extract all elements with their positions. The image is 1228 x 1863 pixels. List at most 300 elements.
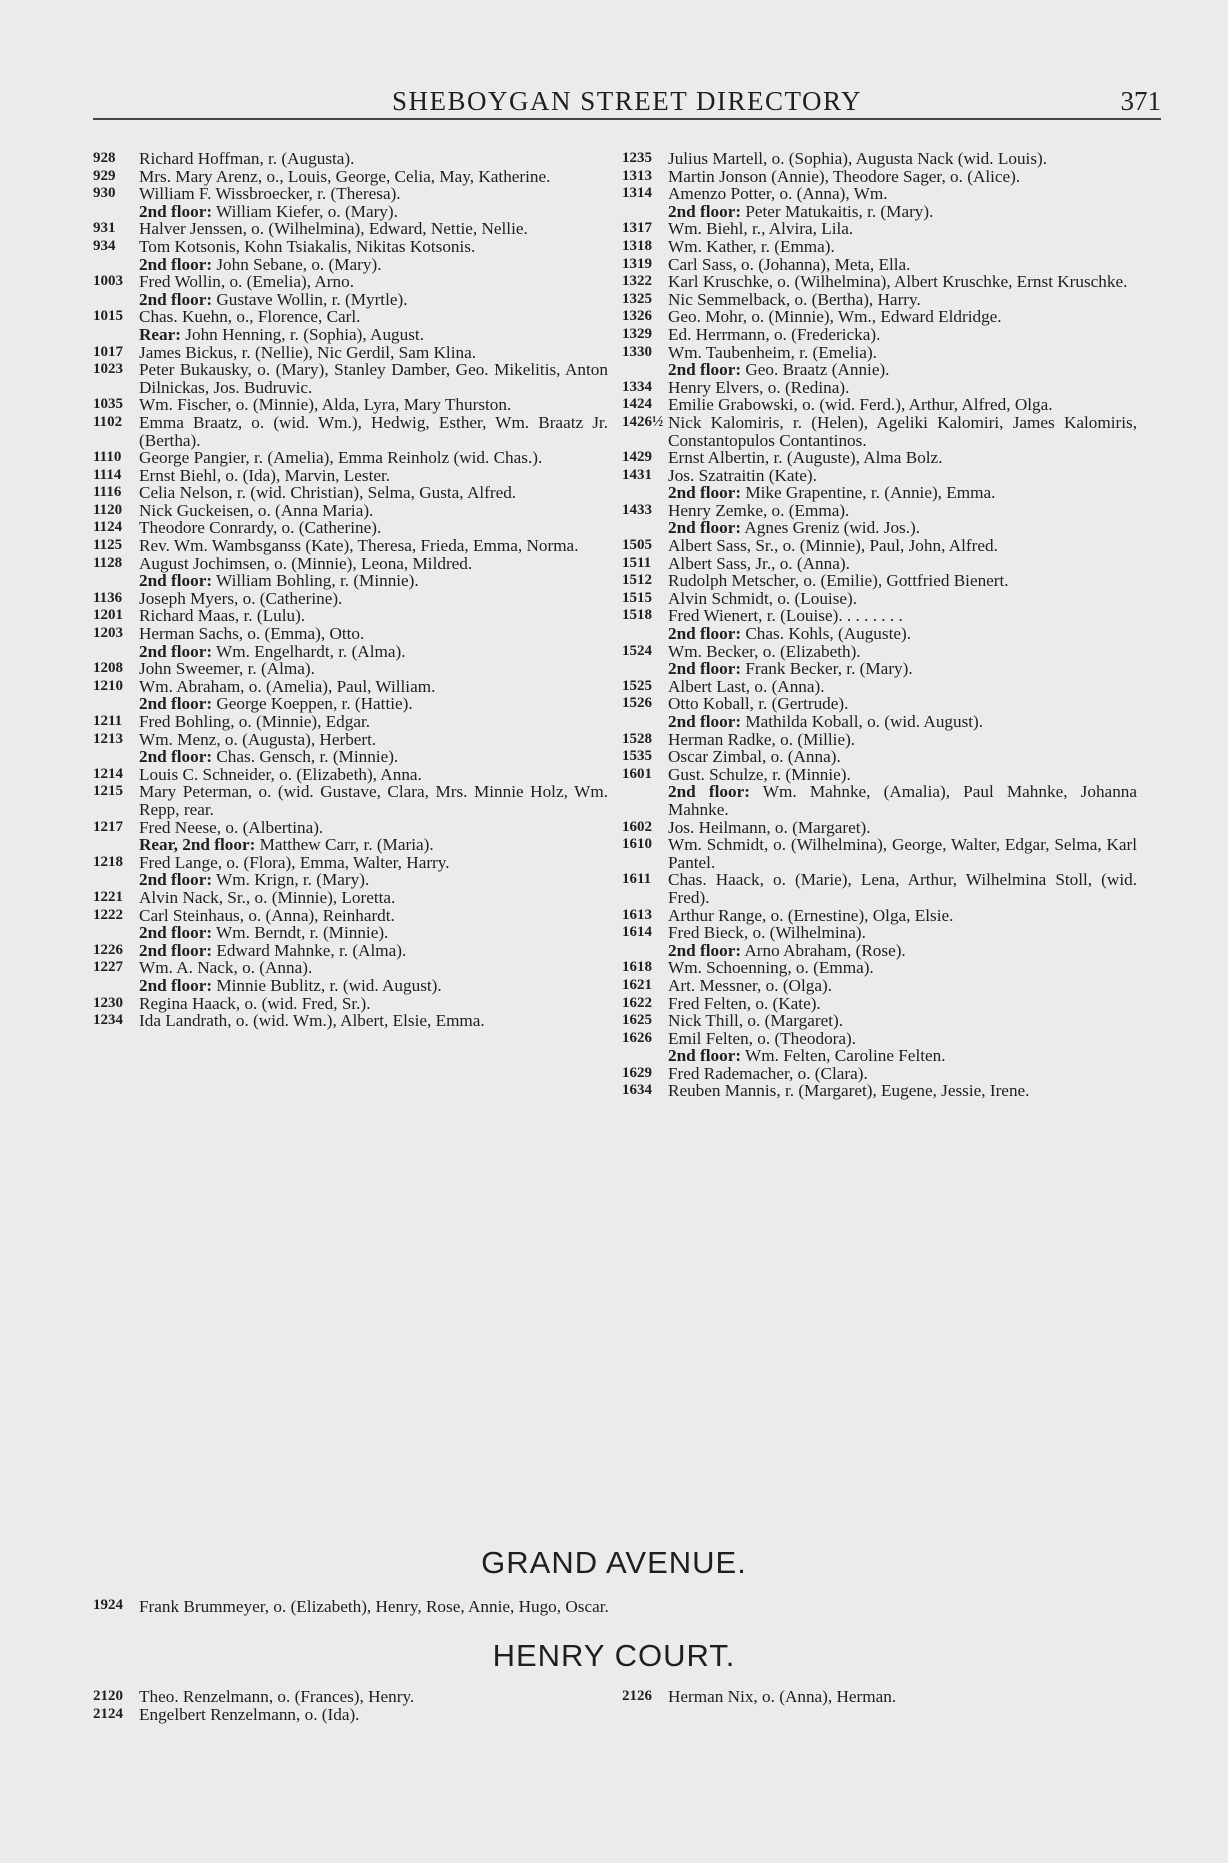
house-number: 1626 xyxy=(622,1029,652,1046)
directory-entry xyxy=(93,273,608,291)
resident-text xyxy=(139,625,608,643)
resident-names: John Henning, r. (Sophia), August. xyxy=(181,324,425,344)
resident-text xyxy=(668,766,1137,784)
resident-names: Nick Thill, o. (Margaret). xyxy=(668,1011,844,1031)
resident-names: Rev. Wm. Wambsganss (Kate), Theresa, Frieda, Emma, Norma. xyxy=(139,536,579,556)
resident-names: Wm. A. Nack, o. (Anna). xyxy=(139,958,313,978)
directory-entry xyxy=(622,203,1137,221)
directory-entry xyxy=(622,1688,1137,1706)
house-number xyxy=(622,660,668,678)
directory-entry xyxy=(622,361,1137,379)
resident-text xyxy=(668,1065,1137,1083)
resident-names: George Pangier, r. (Amelia), Emma Reinholz (wid. Chas.). xyxy=(139,448,543,468)
house-number: 928 xyxy=(93,150,116,166)
resident-text xyxy=(668,256,1137,274)
house-number: 1525 xyxy=(622,677,652,694)
house-number xyxy=(93,871,139,889)
resident-text xyxy=(668,748,1137,766)
resident-text xyxy=(668,959,1137,977)
house-number: 1602 xyxy=(622,818,652,835)
resident-names: August Jochimsen, o. (Minnie), Leona, Mildred. xyxy=(139,553,473,573)
resident-text xyxy=(139,238,608,256)
directory-entry xyxy=(622,819,1137,837)
resident-names: Gustave Wollin, r. (Myrtle). xyxy=(212,289,408,309)
resident-names: John Sebane, o. (Mary). xyxy=(212,254,382,274)
house-number: 1201 xyxy=(93,607,123,624)
house-number: 1431 xyxy=(622,466,652,483)
resident-names: Matthew Carr, r. (Maria). xyxy=(255,835,434,855)
house-number: 1035 xyxy=(93,396,123,413)
resident-text xyxy=(668,185,1137,203)
directory-entry xyxy=(93,889,608,907)
resident-names: Herman Radke, o. (Millie). xyxy=(668,729,856,749)
house-number: 1235 xyxy=(622,150,652,166)
resident-text xyxy=(668,836,1137,871)
directory-entry xyxy=(93,836,608,854)
resident-names: Henry Elvers, o. (Redina). xyxy=(668,377,850,397)
resident-text xyxy=(668,695,1137,713)
resident-text xyxy=(668,607,1137,625)
resident-names: Regina Haack, o. (wid. Fred, Sr.). xyxy=(139,993,371,1013)
resident-names: Martin Jonson (Annie), Theodore Sager, o. (Alice). xyxy=(668,166,1021,186)
resident-text xyxy=(139,344,608,362)
resident-names: Fred Lange, o. (Flora), Emma, Walter, Harry. xyxy=(139,852,450,872)
resident-names: Albert Sass, Sr., o. (Minnie), Paul, John, Alfred. xyxy=(668,536,998,556)
house-number: 1317 xyxy=(622,220,652,237)
resident-text xyxy=(668,1012,1137,1030)
resident-names: Chas. Gensch, r. (Minnie). xyxy=(212,747,399,767)
resident-names: Wm. Becker, o. (Elizabeth). xyxy=(668,641,861,661)
directory-entry xyxy=(93,590,608,608)
resident-names: Fred Bohling, o. (Minnie), Edgar. xyxy=(139,712,371,731)
house-number: 1325 xyxy=(622,290,652,307)
directory-entry xyxy=(622,660,1137,678)
house-number: 2124 xyxy=(93,1705,123,1722)
floor-label: 2nd floor: xyxy=(668,483,742,503)
directory-entry xyxy=(622,1012,1137,1030)
page-title: SHEBOYGAN STREET DIRECTORY xyxy=(391,86,863,116)
resident-names: Mike Grapentine, r. (Annie), Emma. xyxy=(741,483,996,503)
house-number: 1326 xyxy=(622,308,652,325)
resident-text xyxy=(668,203,1137,221)
directory-entry xyxy=(622,326,1137,344)
resident-names: Tom Kotsonis, Kohn Tsiakalis, Nikitas Kotsonis. xyxy=(139,236,476,256)
resident-names: Ernst Biehl, o. (Ida), Marvin, Lester. xyxy=(139,465,391,485)
resident-names: Herman Sachs, o. (Emma), Otto. xyxy=(139,624,365,644)
house-number xyxy=(93,572,139,590)
house-number xyxy=(622,942,668,960)
resident-text xyxy=(139,1012,608,1030)
resident-text xyxy=(139,150,608,168)
directory-entry xyxy=(93,1012,608,1030)
house-number: 930 xyxy=(93,185,116,202)
resident-names: Theo. Renzelmann, o. (Frances), Henry. xyxy=(139,1687,415,1706)
house-number xyxy=(622,519,668,537)
resident-names: Peter Matukaitis, r. (Mary). xyxy=(741,201,934,221)
directory-entry xyxy=(622,379,1137,397)
house-number: 1136 xyxy=(93,589,123,606)
directory-entry xyxy=(622,502,1137,520)
directory-entry xyxy=(93,819,608,837)
resident-text xyxy=(668,308,1137,326)
house-number: 1227 xyxy=(93,959,123,976)
house-number: 1114 xyxy=(93,466,122,483)
resident-names: Fred Bieck, o. (Wilhelmina). xyxy=(668,923,866,943)
resident-text xyxy=(668,678,1137,696)
resident-text xyxy=(668,819,1137,837)
resident-text xyxy=(668,361,1137,379)
house-number: 1330 xyxy=(622,343,652,360)
resident-text xyxy=(668,273,1137,291)
directory-entry xyxy=(622,396,1137,414)
henry-court-right-entries xyxy=(622,1688,1137,1706)
directory-entry xyxy=(622,731,1137,749)
resident-text xyxy=(139,502,608,520)
resident-text xyxy=(139,519,608,537)
directory-entry xyxy=(93,854,608,872)
house-number: 1535 xyxy=(622,748,652,765)
resident-names: Ed. Herrmann, o. (Fredericka). xyxy=(668,324,881,344)
resident-names: Alvin Nack, Sr., o. (Minnie), Loretta. xyxy=(139,887,396,907)
resident-names: Wm. Biehl, r., Alvira, Lila. xyxy=(668,219,854,239)
house-number: 1313 xyxy=(622,167,652,184)
resident-text xyxy=(139,678,608,696)
directory-entry xyxy=(622,836,1137,871)
resident-text xyxy=(668,625,1137,643)
house-number: 1322 xyxy=(622,273,652,290)
house-number: 1625 xyxy=(622,1012,652,1029)
henry-court-heading: HENRY COURT. xyxy=(492,1638,736,1673)
resident-names: William F. Wissbroecker, r. (Theresa). xyxy=(139,184,401,204)
resident-text xyxy=(668,783,1137,818)
page-header xyxy=(93,82,1161,120)
resident-names: Albert Last, o. (Anna). xyxy=(668,676,825,696)
resident-text xyxy=(668,150,1137,168)
resident-text xyxy=(139,537,608,555)
resident-names: James Bickus, r. (Nellie), Nic Gerdil, Sam Klina. xyxy=(139,342,476,362)
directory-entry xyxy=(93,731,608,749)
house-number: 1124 xyxy=(93,519,123,536)
house-number: 1515 xyxy=(622,589,652,606)
resident-text xyxy=(139,643,608,661)
resident-text xyxy=(668,484,1137,502)
directory-entry xyxy=(93,625,608,643)
resident-names: Wm. Abraham, o. (Amelia), Paul, William. xyxy=(139,676,436,696)
resident-text xyxy=(668,572,1137,590)
house-number: 1213 xyxy=(93,730,123,747)
resident-names: Julius Martell, o. (Sophia), Augusta Nack (wid. Louis). xyxy=(668,149,1048,168)
resident-names: Fred Rademacher, o. (Clara). xyxy=(668,1063,868,1083)
directory-entry xyxy=(622,185,1137,203)
directory-entry xyxy=(622,995,1137,1013)
directory-entry xyxy=(622,467,1137,485)
resident-names: Mary Peterman, o. (wid. Gustave, Clara, Mrs. Minnie Holz, Wm. Repp, rear. xyxy=(139,782,608,819)
resident-names: John Sweemer, r. (Alma). xyxy=(139,659,315,679)
directory-entry xyxy=(622,907,1137,925)
resident-text xyxy=(668,396,1137,414)
directory-entry xyxy=(93,185,608,203)
resident-names: Frank Brummeyer, o. (Elizabeth), Henry, Rose, Annie, Hugo, Oscar. xyxy=(139,1597,609,1616)
grand-avenue-entries xyxy=(93,1597,1161,1617)
resident-text xyxy=(668,449,1137,467)
resident-names: Emilie Grabowski, o. (wid. Ferd.), Arthur, Alfred, Olga. xyxy=(668,395,1053,415)
floor-label: 2nd floor: xyxy=(668,1046,742,1066)
resident-text xyxy=(668,1047,1137,1065)
resident-text xyxy=(668,467,1137,485)
resident-names: Carl Sass, o. (Johanna), Meta, Ella. xyxy=(668,254,911,274)
directory-entry xyxy=(622,871,1137,906)
resident-names: Wm. Kather, r. (Emma). xyxy=(668,236,835,256)
resident-text xyxy=(668,713,1137,731)
directory-entry xyxy=(93,959,608,977)
house-number: 1512 xyxy=(622,572,652,589)
directory-entry xyxy=(93,220,608,238)
directory-entry xyxy=(93,484,608,502)
resident-names: Amenzo Potter, o. (Anna), Wm. xyxy=(668,184,888,204)
resident-names: Wm. Schoenning, o. (Emma). xyxy=(668,958,874,978)
resident-names: Karl Kruschke, o. (Wilhelmina), Albert Kruschke, Ernst Kruschke. xyxy=(668,272,1128,292)
directory-entry xyxy=(622,1082,1137,1100)
resident-names: Alvin Schmidt, o. (Louise). xyxy=(668,588,858,608)
directory-entry xyxy=(93,1597,1161,1617)
resident-text xyxy=(139,748,608,766)
house-number: 1424 xyxy=(622,396,652,413)
floor-label: 2nd floor: xyxy=(139,940,213,960)
resident-names: Richard Hoffman, r. (Augusta). xyxy=(139,149,355,168)
directory-entry xyxy=(93,150,608,168)
resident-text xyxy=(139,326,608,344)
resident-text xyxy=(668,942,1137,960)
house-number: 1433 xyxy=(622,501,652,518)
resident-text xyxy=(139,695,608,713)
directory-entry xyxy=(622,291,1137,309)
resident-text xyxy=(139,907,608,925)
resident-text xyxy=(139,942,608,960)
right-column xyxy=(622,150,1137,1100)
resident-text xyxy=(139,168,608,186)
resident-text xyxy=(668,871,1137,906)
resident-names: Wm. Mahnke, (Amalia), Paul Mahnke, Johanna Mahnke. xyxy=(668,782,1138,819)
house-number: 931 xyxy=(93,220,116,237)
house-number: 1234 xyxy=(93,1012,123,1029)
resident-text xyxy=(139,713,608,731)
directory-entry xyxy=(622,537,1137,555)
resident-text xyxy=(139,1706,608,1724)
resident-names: Jos. Heilmann, o. (Margaret). xyxy=(668,817,871,837)
directory-entry xyxy=(622,572,1137,590)
floor-label: 2nd floor: xyxy=(139,923,213,943)
resident-names: Wm. Taubenheim, r. (Emelia). xyxy=(668,342,877,362)
house-number: 1210 xyxy=(93,677,123,694)
house-number: 1518 xyxy=(622,607,652,624)
resident-names: Carl Steinhaus, o. (Anna), Reinhardt. xyxy=(139,905,395,925)
directory-entry xyxy=(93,396,608,414)
house-number xyxy=(93,748,139,766)
house-number: 1125 xyxy=(93,537,123,554)
resident-text xyxy=(139,396,608,414)
resident-text xyxy=(668,414,1137,449)
house-number: 1230 xyxy=(93,994,123,1011)
henry-court-left-entries xyxy=(93,1688,608,1723)
house-number: 2120 xyxy=(93,1688,123,1704)
resident-text xyxy=(139,256,608,274)
resident-text xyxy=(668,1688,1137,1706)
directory-entry xyxy=(622,150,1137,168)
house-number xyxy=(93,695,139,713)
resident-text xyxy=(668,220,1137,238)
resident-text xyxy=(668,238,1137,256)
directory-entry xyxy=(93,643,608,661)
house-number: 1329 xyxy=(622,325,652,342)
house-number: 1120 xyxy=(93,501,123,518)
directory-entry xyxy=(93,256,608,274)
resident-names: Arno Abraham, (Rose). xyxy=(741,940,906,960)
directory-entry xyxy=(93,572,608,590)
house-number xyxy=(93,977,139,995)
resident-text xyxy=(668,379,1137,397)
resident-text xyxy=(668,731,1137,749)
resident-text xyxy=(668,590,1137,608)
directory-entry xyxy=(93,977,608,995)
resident-names: Wm. Fischer, o. (Minnie), Alda, Lyra, Mary Thurston. xyxy=(139,395,512,415)
resident-names: Fred Wienert, r. (Louise). . . . . . . . xyxy=(668,606,903,626)
house-number xyxy=(622,625,668,643)
resident-text xyxy=(139,555,608,573)
resident-text xyxy=(668,995,1137,1013)
resident-text xyxy=(668,907,1137,925)
floor-label: Rear: xyxy=(139,324,181,344)
resident-names: Ida Landrath, o. (wid. Wm.), Albert, Elsie, Emma. xyxy=(139,1011,485,1031)
resident-names: Gust. Schulze, r. (Minnie). xyxy=(668,764,851,784)
house-number: 1015 xyxy=(93,308,123,325)
floor-label: 2nd floor: xyxy=(139,289,213,309)
house-number xyxy=(622,1047,668,1065)
directory-entry xyxy=(622,766,1137,784)
resident-text xyxy=(139,660,608,678)
resident-names: Chas. Kohls, (Auguste). xyxy=(741,624,912,644)
house-number: 1314 xyxy=(622,185,652,202)
directory-entry xyxy=(622,695,1137,713)
house-number: 1102 xyxy=(93,413,123,430)
resident-text xyxy=(139,1597,1161,1617)
directory-entry xyxy=(622,959,1137,977)
house-number: 1511 xyxy=(622,554,652,571)
floor-label: 2nd floor: xyxy=(668,518,742,538)
house-number: 1634 xyxy=(622,1082,652,1099)
floor-label: 2nd floor: xyxy=(668,782,750,802)
house-number: 1528 xyxy=(622,730,652,747)
resident-names: Wm. Felten, Caroline Felten. xyxy=(741,1046,946,1066)
resident-text xyxy=(139,308,608,326)
directory-entry xyxy=(622,607,1137,625)
resident-text xyxy=(668,537,1137,555)
resident-text xyxy=(139,607,608,625)
directory-entry xyxy=(93,344,608,362)
directory-entry xyxy=(622,238,1137,256)
resident-names: Wm. Schmidt, o. (Wilhelmina), George, Walter, Edgar, Selma, Karl Pantel. xyxy=(668,835,1137,872)
resident-text xyxy=(668,344,1137,362)
directory-entry xyxy=(93,308,608,326)
resident-names: Herman Nix, o. (Anna), Herman. xyxy=(668,1687,897,1706)
floor-label: 2nd floor: xyxy=(139,641,213,661)
resident-text xyxy=(139,185,608,203)
directory-entry xyxy=(93,238,608,256)
directory-entry xyxy=(93,168,608,186)
directory-entry xyxy=(622,414,1137,449)
resident-text xyxy=(139,291,608,309)
resident-names: Halver Jenssen, o. (Wilhelmina), Edward, Nettie, Nellie. xyxy=(139,219,528,239)
directory-entry xyxy=(93,695,608,713)
directory-entry xyxy=(622,555,1137,573)
resident-names: Theodore Conrardy, o. (Catherine). xyxy=(139,518,382,538)
resident-text xyxy=(668,291,1137,309)
directory-entry xyxy=(93,449,608,467)
resident-text xyxy=(668,168,1137,186)
house-number: 1611 xyxy=(622,871,652,888)
resident-names: George Koeppen, r. (Hattie). xyxy=(212,694,413,714)
house-number: 1622 xyxy=(622,994,652,1011)
house-number xyxy=(622,713,668,731)
resident-names: William Bohling, r. (Minnie). xyxy=(212,571,419,591)
resident-text xyxy=(139,467,608,485)
floor-label: 2nd floor: xyxy=(139,571,213,591)
directory-entry xyxy=(93,907,608,925)
resident-names: Nic Semmelback, o. (Bertha), Harry. xyxy=(668,289,921,309)
resident-names: Geo. Mohr, o. (Minnie), Wm., Edward Eldridge. xyxy=(668,307,1002,327)
resident-names: Nick Guckeisen, o. (Anna Maria). xyxy=(139,500,374,520)
resident-names: Art. Messner, o. (Olga). xyxy=(668,975,832,995)
resident-text xyxy=(139,924,608,942)
house-number: 1318 xyxy=(622,237,652,254)
resident-text xyxy=(668,1082,1137,1100)
directory-entry xyxy=(622,1047,1137,1065)
house-number: 1017 xyxy=(93,343,123,360)
directory-entry xyxy=(93,678,608,696)
house-number: 1215 xyxy=(93,783,123,800)
floor-label: 2nd floor: xyxy=(668,940,742,960)
resident-names: Fred Wollin, o. (Emelia), Arno. xyxy=(139,272,355,292)
house-number: 1221 xyxy=(93,888,123,905)
house-number: 934 xyxy=(93,237,116,254)
house-number: 1128 xyxy=(93,554,123,571)
floor-label: 2nd floor: xyxy=(139,975,213,995)
house-number: 1203 xyxy=(93,625,123,642)
directory-entry xyxy=(93,1706,608,1724)
directory-entry xyxy=(622,977,1137,995)
floor-label: 2nd floor: xyxy=(668,659,742,679)
directory-entry xyxy=(93,660,608,678)
floor-label: 2nd floor: xyxy=(139,870,213,890)
resident-names: Chas. Haack, o. (Marie), Lena, Arthur, Wilhelmina Stoll, (wid. Fred). xyxy=(668,870,1137,907)
left-column xyxy=(93,150,608,1030)
resident-text xyxy=(139,203,608,221)
resident-text xyxy=(139,484,608,502)
resident-text xyxy=(668,643,1137,661)
resident-text xyxy=(139,871,608,889)
resident-text xyxy=(139,889,608,907)
house-number: 1526 xyxy=(622,695,652,712)
directory-entry xyxy=(622,256,1137,274)
resident-text xyxy=(139,977,608,995)
house-number xyxy=(93,326,139,344)
house-number: 1610 xyxy=(622,836,652,853)
resident-text xyxy=(668,326,1137,344)
directory-entry xyxy=(622,449,1137,467)
resident-text xyxy=(139,572,608,590)
resident-names: Emma Braatz, o. (wid. Wm.), Hedwig, Esther, Wm. Braatz Jr. (Bertha). xyxy=(139,412,608,450)
directory-entry xyxy=(622,220,1137,238)
house-number: 1601 xyxy=(622,765,652,782)
